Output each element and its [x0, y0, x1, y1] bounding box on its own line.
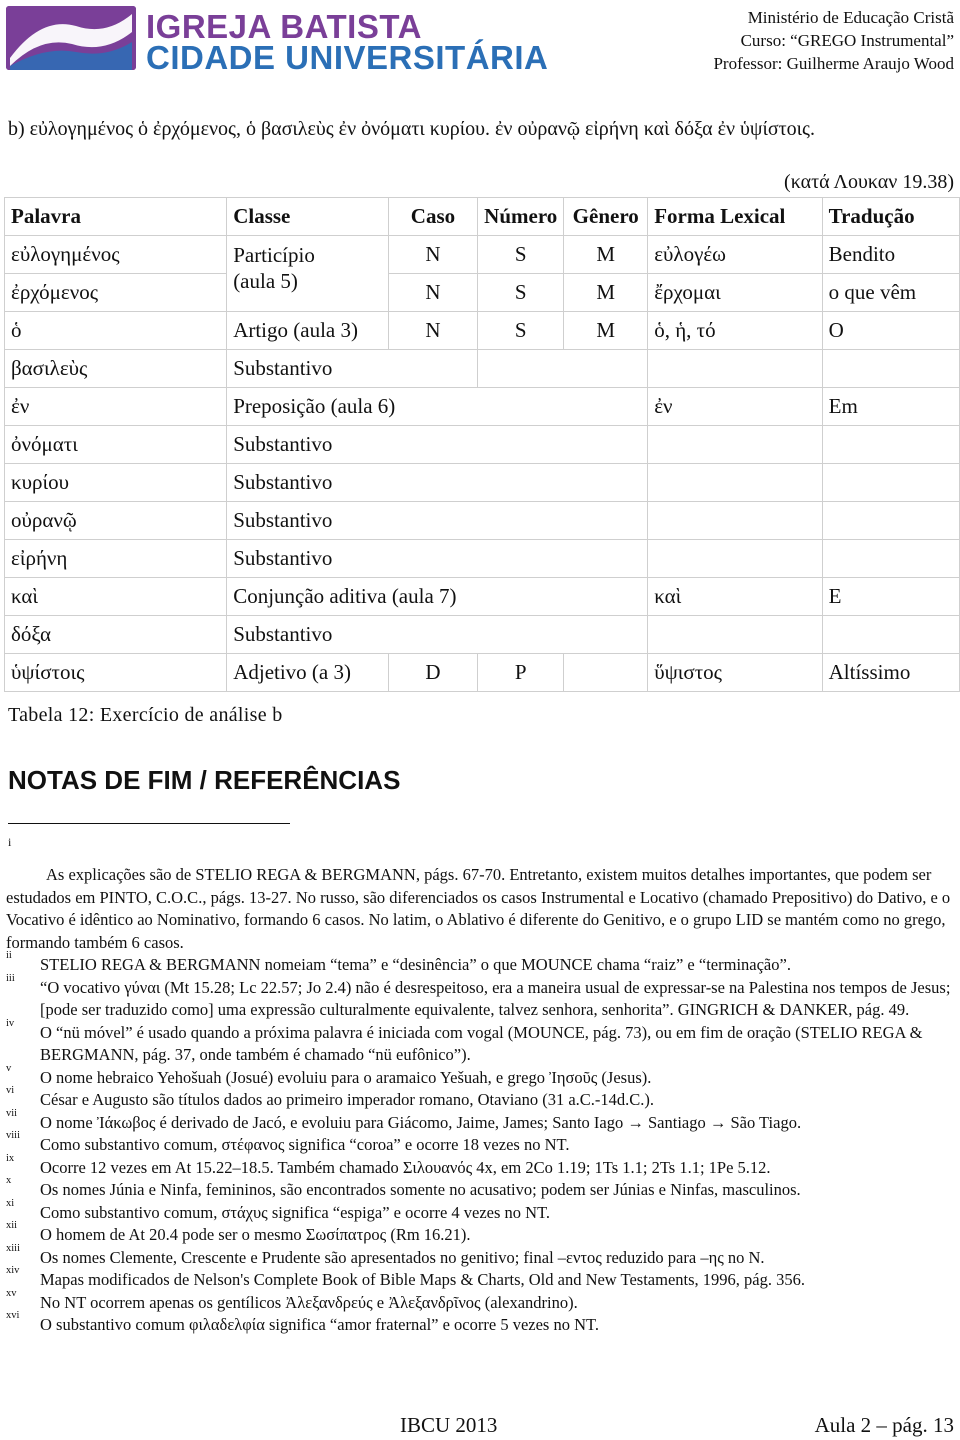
note-item — [6, 1085, 956, 1112]
cell-forma-lexical: καὶ — [648, 578, 822, 616]
cell-numero: S — [478, 236, 564, 274]
note-text: “O vocativo γύναι (Mt 15.28; Lc 22.57; Jo 2.4) não é desrespeitoso, era a maneira usual de expressar-se na Palestina nos tempos de Jesus; [pode ser traduzido como] uma expressão culturalmente equivalente, talvez senhora, senhorita”. GINGRICH & DANKER, pág. 49. — [40, 977, 951, 1019]
note-marker: x — [6, 1175, 12, 1186]
logo-emblem-icon — [6, 6, 136, 70]
cell-palavra: κυρίου — [5, 464, 227, 502]
note-item — [6, 1265, 956, 1292]
cell-forma-lexical — [648, 502, 822, 540]
note-marker: ix — [6, 1152, 15, 1164]
cell-classe: Adjetivo (a 3) — [227, 654, 389, 692]
cell-palavra: ἐν — [5, 388, 227, 426]
table-row — [5, 236, 960, 274]
note-text: STELIO REGA & BERGMANN nomeiam “tema” e “desinência” o que MOUNCE chama “raiz” e “terminação”. — [40, 955, 791, 974]
table-row — [5, 274, 960, 312]
cell-traducao: Bendito — [822, 236, 959, 274]
ministry-label: Ministério de Educação Cristã — [747, 8, 954, 27]
cell-traducao — [822, 502, 959, 540]
cell-palavra: ὁ — [5, 312, 227, 350]
cell-traducao — [822, 540, 959, 578]
header-numero: Número — [478, 198, 564, 236]
logo-text-line1: IGREJA BATISTA — [146, 8, 422, 45]
cell-palavra: καὶ — [5, 578, 227, 616]
cell-traducao: o que vêm — [822, 274, 959, 312]
table-row — [5, 426, 960, 464]
note-text: O homem de At 20.4 pode ser o mesmo Σωσίπατρος (Rm 16.21). — [40, 1225, 471, 1244]
note-marker: xiii — [6, 1242, 21, 1254]
note-marker: v — [6, 1062, 12, 1074]
table-row — [5, 350, 960, 388]
logo-emblem — [6, 6, 136, 70]
note-text: Como substantivo comum, στάχυς significa “espiga” e ocorre 4 vezes no NT. — [40, 1202, 551, 1222]
table-row — [5, 388, 960, 426]
cell-numero: S — [478, 312, 564, 350]
note-marker: xii — [6, 1220, 18, 1231]
cell-traducao — [822, 464, 959, 502]
table-row — [5, 616, 960, 654]
note-text: César e Augusto são títulos dados ao primeiro imperador romano, Otaviano (31 a.C.-14d.C.). — [40, 1090, 655, 1109]
cell-traducao: Altíssimo — [822, 654, 959, 692]
cell-palavra: εὐλογημένος — [5, 236, 227, 274]
cell-genero: M — [564, 236, 648, 274]
table-row — [5, 578, 960, 616]
notes-title: NOTAS DE FIM / REFERÊNCIAS — [8, 765, 401, 795]
cell-palavra: οὐρανῷ — [5, 502, 227, 540]
cell-classe: Substantivo — [227, 540, 648, 578]
note-marker: vi — [6, 1085, 15, 1096]
cell-palavra: εἰρήνη — [5, 540, 227, 578]
note-text: No NT ocorrem apenas os gentílicos Ἀλεξανδρεύς e Ἀλεξανδρῖνος (alexandrino). — [40, 1292, 578, 1312]
cell-forma-lexical: ὁ, ἡ, τό — [648, 312, 822, 350]
note-marker: iii — [6, 972, 15, 984]
note-item — [6, 972, 956, 1022]
cell-forma-lexical: εὐλογέω — [648, 236, 822, 274]
note-text: Os nomes Clemente, Crescente e Prudente são apresentados no genitivo; final –εντος reduzido para –ης no N. — [40, 1247, 765, 1267]
cell-forma-lexical — [648, 540, 822, 578]
table-row — [5, 654, 960, 692]
note-item — [6, 1310, 956, 1337]
footer-page: Aula 2 – pág. 13 — [814, 1413, 954, 1437]
note-text: O nome hebraico Yehošuah (Josué) evoluiu para o aramaico Yešuah, e grego Ἰησοῦς (Jesus). — [40, 1067, 652, 1087]
cell-genero: M — [564, 312, 648, 350]
cell-caso: D — [388, 654, 477, 692]
cell-palavra: ἐρχόμενος — [5, 274, 227, 312]
footer-school: IBCU 2013 — [400, 1413, 498, 1437]
note-text: O “nü móvel” é usado quando a próxima palavra é iniciada com vogal (MOUNCE, pág. 73), ou em fim de oração (STELIO REGA & BERGMANN, pág. 37, onde também é chamado “nü eufônico”). — [40, 1022, 923, 1064]
cell-caso: N — [388, 236, 477, 274]
course-label: Curso: “GREGO Instrumental” — [740, 31, 954, 50]
cell-forma-lexical: ἔρχομαι — [648, 274, 822, 312]
note-item — [6, 1197, 956, 1225]
cell-forma-lexical — [648, 464, 822, 502]
professor-label: Professor: Guilherme Araujo Wood — [713, 54, 954, 73]
note-item — [6, 1062, 956, 1090]
header-caso: Caso — [388, 198, 477, 236]
cell-traducao — [822, 426, 959, 464]
endnotes-list — [6, 864, 956, 1337]
cell-genero — [564, 654, 648, 692]
cell-palavra: ὑψίστοις — [5, 654, 227, 692]
header-info — [713, 6, 954, 75]
cell-traducao — [822, 350, 959, 388]
cell-forma-lexical: ὕψιστος — [648, 654, 822, 692]
note-item — [6, 1287, 956, 1315]
logo-text-line2: CIDADE UNIVERSITÁRIA — [146, 39, 549, 76]
note-text: Como substantivo comum, στέφανος significa “coroa” e ocorre 18 vezes no NT. — [40, 1135, 570, 1154]
cell-classe: Substantivo — [227, 616, 648, 654]
cell-classe: Substantivo — [227, 502, 648, 540]
note-item — [6, 1175, 956, 1202]
cell-traducao: Em — [822, 388, 959, 426]
note-marker: vii — [6, 1107, 18, 1119]
header-genero: Gênero — [564, 198, 648, 236]
table-row — [5, 502, 960, 540]
cell-classe: Conjunção aditiva (aula 7) — [227, 578, 648, 616]
note-marker: iv — [6, 1017, 15, 1029]
note-text: Ocorre 12 vezes em At 15.22–18.5. Também chamado Σιλουανός 4x, em 2Co 1.19; 1Ts 1.1; 2Ts 1.1; 1Pe 5.12. — [40, 1157, 771, 1177]
note-text: O substantivo comum φιλαδελφία significa “amor fraternal” e ocorre 5 vezes no NT. — [40, 1315, 599, 1334]
table-row — [5, 464, 960, 502]
cell-caso: N — [388, 274, 477, 312]
note-marker: xvi — [6, 1310, 20, 1321]
exercise-citation: (κατά Λουκαν 19.38) — [784, 171, 954, 193]
cell-palavra: βασιλεὺς — [5, 350, 227, 388]
cell-classe: Substantivo — [227, 350, 478, 388]
cell-traducao: E — [822, 578, 959, 616]
cell-classe: Particípio (aula 5) — [227, 236, 389, 312]
table-row — [5, 312, 960, 350]
note-text: Os nomes Júnia e Ninfa, femininos, são encontrados somente no acusativo; podem ser Júnias e Ninfas, masculinos. — [40, 1180, 801, 1199]
cell-genero: M — [564, 274, 648, 312]
cell-classe: Substantivo — [227, 426, 648, 464]
note-marker: xv — [6, 1287, 17, 1299]
exercise-sentence: b) εὐλογημένος ὁ ἐρχόμενος, ὁ βασιλεὺς ἐν ὀνόματι κυρίου. ἐν οὐρανῷ εἰρήνη καὶ δόξα ἐν ὑψίστοις. — [8, 118, 815, 140]
note-marker: xiv — [6, 1265, 20, 1276]
header-traducao: Tradução — [822, 198, 959, 236]
cell-classe: Preposição (aula 6) — [227, 388, 648, 426]
note-item — [6, 1220, 956, 1247]
cell-forma-lexical — [648, 350, 822, 388]
cell-traducao — [822, 616, 959, 654]
note-item — [6, 1107, 956, 1135]
note-marker: viii — [6, 1130, 21, 1141]
cell-classe: Substantivo — [227, 464, 648, 502]
note-item — [6, 1017, 956, 1067]
note-item — [6, 1242, 956, 1270]
note-item — [6, 1152, 956, 1180]
note-item: As explicações são de STELIO REGA & BERGMANN, págs. 67-70. Entretanto, existem muitos detalhes importantes, que podem ser estudados em PINTO, C.O.C., págs. 13-27. No russo, são diferenciados os casos Instrumental e Locativo (chamado Prepositivo) do Dativo, e o Vocativo é idêntico ao Nominativo, formando 6 casos. No latim, o Ablativo é diferente do Genitivo, e o grupo LID se mantém como no grego, formando também 6 casos. — [6, 865, 951, 952]
cell-palavra: δόξα — [5, 616, 227, 654]
note-item — [6, 1130, 956, 1157]
header-classe: Classe — [227, 198, 389, 236]
cell-forma-lexical — [648, 426, 822, 464]
note-marker: xi — [6, 1197, 15, 1209]
cell-palavra: ὀνόματι — [5, 426, 227, 464]
cell-empty — [478, 350, 648, 388]
table-caption: Tabela 12: Exercício de análise b — [8, 704, 283, 726]
note-marker: ii — [6, 950, 12, 961]
cell-classe: Artigo (aula 3) — [227, 312, 389, 350]
cell-forma-lexical: ἐν — [648, 388, 822, 426]
analysis-table — [4, 197, 960, 692]
note-text: Mapas modificados de Nelson's Complete Book of Bible Maps & Charts, Old and New Testaments, 1996, pág. 356. — [40, 1270, 805, 1289]
note-text: O nome Ἰάκωβος é derivado de Jacó, e evoluiu para Giácomo, Jaime, James; Santo Iago → Santiago → São Tiago. — [40, 1112, 802, 1132]
note-item — [6, 950, 956, 977]
table-header-row — [5, 198, 960, 236]
cell-numero: S — [478, 274, 564, 312]
church-logo — [6, 6, 549, 76]
cell-numero: P — [478, 654, 564, 692]
cell-traducao: O — [822, 312, 959, 350]
cell-forma-lexical — [648, 616, 822, 654]
cell-caso: N — [388, 312, 477, 350]
note-marker: i — [8, 835, 12, 849]
table-row — [5, 540, 960, 578]
footnote-rule — [8, 823, 290, 824]
header-forma-lexical: Forma Lexical — [648, 198, 822, 236]
header-palavra: Palavra — [5, 198, 227, 236]
